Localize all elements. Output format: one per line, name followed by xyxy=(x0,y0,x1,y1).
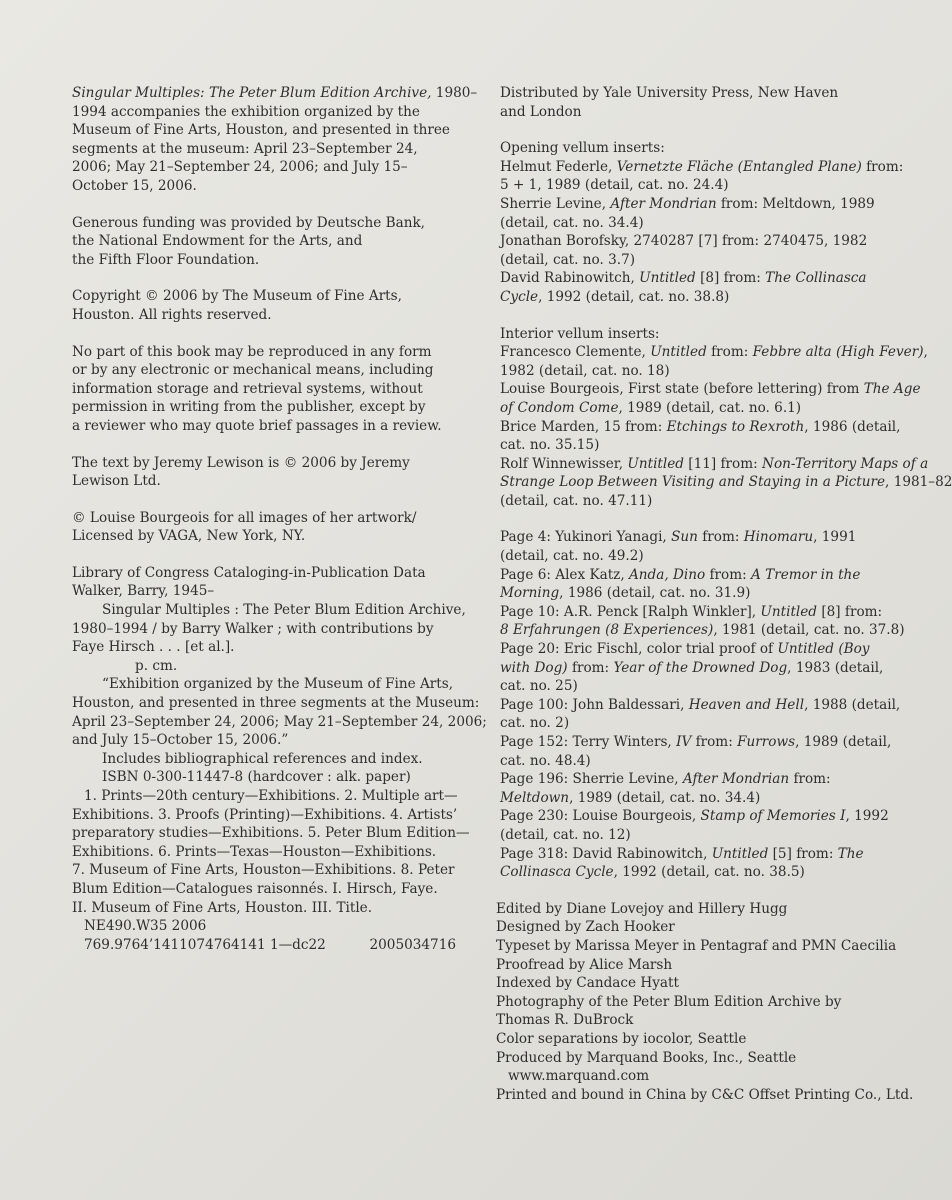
cip-line: p. cm. xyxy=(135,657,178,674)
text-line xyxy=(500,399,885,418)
italic-title: Untitled xyxy=(639,270,696,287)
text-span: , 1992 (detail, cat. no. 38.8) xyxy=(538,288,730,305)
credit-typesetter: Typeset by Marissa Meyer in Pentagraf and PMN Caecilia xyxy=(496,937,897,954)
text-line xyxy=(500,807,889,826)
italic-title: Untitled xyxy=(650,344,707,361)
text-span: from: xyxy=(861,158,904,175)
producer-website: www.marquand.com xyxy=(508,1068,650,1085)
italic-title: Collinasca Cycle xyxy=(500,864,614,881)
italic-title: Untitled xyxy=(627,455,684,472)
credit-producer: Produced by Marquand Books, Inc., Seattle xyxy=(496,1049,797,1066)
text-span: Louise Bourgeois, First state (before lettering) from xyxy=(500,381,864,398)
text-span: Page 100: John Baldessari, xyxy=(500,696,689,713)
text-line xyxy=(500,714,885,733)
text-span: Page 230: Louise Bourgeois, xyxy=(500,808,701,825)
text-span: , 1989 (detail, cat. no. 6.1) xyxy=(618,399,802,416)
text-line xyxy=(500,436,885,455)
right-column xyxy=(496,84,952,1104)
text-line: Copyright © 2006 by The Museum of Fine Arts, xyxy=(72,288,402,305)
cip-lccn: 2005034716 xyxy=(369,936,456,953)
italic-title: Hinomaru xyxy=(743,529,814,546)
text-line: No part of this book may be reproduced in any form xyxy=(72,343,432,360)
text-span: Page 10: A.R. Penck [Ralph Winkler], xyxy=(500,603,761,620)
text-span: from: xyxy=(705,566,752,583)
text-span: cat. no. 2) xyxy=(500,715,570,732)
cip-title: Singular Multiples : The Peter Blum Edition Archive, xyxy=(102,602,466,619)
cip-line: preparatory studies—Exhibitions. 5. Peter Blum Edition— xyxy=(72,825,470,842)
text-span: Rolf Winnewisser, xyxy=(500,455,628,472)
distribution-paragraph xyxy=(500,84,885,121)
text-line xyxy=(500,845,885,864)
italic-title: Vernetzte Fläche (Entangled Plane) xyxy=(616,158,862,175)
left-column xyxy=(72,84,487,954)
cip-data-block xyxy=(72,564,487,954)
italic-title: Untitled xyxy=(711,845,769,862)
italic-title: After Mondrian xyxy=(610,195,717,212)
italic-title: Cycle xyxy=(500,288,539,305)
text-line xyxy=(500,232,885,251)
cip-line: “Exhibition organized by the Museum of Fine Arts, xyxy=(102,676,454,693)
text-line: permission in writing from the publisher, except by xyxy=(72,399,426,416)
text-span: segments at the museum: April 23–September 24, xyxy=(72,140,418,157)
text-line: Licensed by VAGA, New York, NY. xyxy=(72,528,306,545)
text-span: , 1992 xyxy=(845,808,889,825)
text-span: Page 318: David Rabinowitch, xyxy=(500,845,712,862)
cip-dewey: 769.9764’1411074764141 1—dc22 xyxy=(84,936,326,953)
text-span: [11] from: xyxy=(683,455,763,472)
text-line xyxy=(500,752,885,771)
interior-inserts-list xyxy=(500,325,952,511)
text-span: from: xyxy=(567,659,614,676)
text-line xyxy=(500,566,885,585)
text-line xyxy=(500,380,921,399)
text-line xyxy=(500,195,885,214)
text-line xyxy=(500,863,885,882)
text-line xyxy=(500,158,904,177)
text-line xyxy=(72,103,472,122)
credit-editors: Edited by Diane Lovejoy and Hillery Hugg xyxy=(496,900,788,917)
text-span: 1994 accompanies the exhibition organized by the xyxy=(72,103,420,120)
text-span: from: xyxy=(691,734,738,750)
credit-designer: Designed by Zach Hooker xyxy=(496,919,675,936)
text-span: [8] from: xyxy=(695,270,766,287)
text-line: and London xyxy=(500,103,582,120)
italic-title: Stamp of Memories I xyxy=(700,808,846,825)
text-span: Francesco Clemente, xyxy=(500,344,651,361)
italic-title: Anda, Dino xyxy=(628,566,706,583)
italic-title: IV xyxy=(676,734,692,750)
text-span: [5] from: xyxy=(768,845,838,862)
text-line xyxy=(72,121,472,140)
text-line xyxy=(72,84,478,103)
cip-line: II. Museum of Fine Arts, Houston. III. Title. xyxy=(72,899,373,916)
cip-line: Faye Hirsch . . . [et al.]. xyxy=(72,639,235,656)
text-line xyxy=(500,473,952,492)
italic-title: A Tremor in the xyxy=(751,566,861,583)
text-line xyxy=(72,158,472,177)
italic-title: Furrows xyxy=(737,734,796,750)
text-span: Page 6: Alex Katz, xyxy=(500,566,629,583)
text-line xyxy=(500,269,885,288)
text-span: 2006; May 21–September 24, 2006; and July 15– xyxy=(72,159,408,176)
cip-classification-row xyxy=(72,936,456,955)
text-span: , 1989 (detail, xyxy=(795,734,892,750)
text-line xyxy=(500,139,885,158)
cip-line: April 23–September 24, 2006; May 21–September 24, 2006; xyxy=(72,713,487,730)
text-span: , 1991 xyxy=(813,529,857,546)
italic-title: Singular Multiples: The Peter Blum Edition Archive, xyxy=(72,85,432,101)
text-line: a reviewer who may quote brief passages in a review. xyxy=(72,417,442,434)
text-line: the Fifth Floor Foundation. xyxy=(72,251,260,268)
italic-title: Untitled xyxy=(760,603,818,620)
text-span: , 1989 (detail, cat. no. 34.4) xyxy=(569,789,761,806)
cip-heading: Library of Congress Cataloging-in-Publication Data xyxy=(72,564,426,581)
text-line: the National Endowment for the Arts, and xyxy=(72,233,363,250)
text-span: [8] from: xyxy=(817,603,883,620)
text-span: Museum of Fine Arts, Houston, and presented in three xyxy=(72,122,450,139)
text-span: , 1992 (detail, cat. no. 38.5) xyxy=(613,864,805,881)
text-span: David Rabinowitch, xyxy=(500,270,640,287)
cip-call-number: NE490.W35 2006 xyxy=(84,918,207,935)
italic-title: with Dog) xyxy=(500,659,568,676)
cip-line: 7. Museum of Fine Arts, Houston—Exhibitions. 8. Peter xyxy=(72,862,455,879)
credit-photography: Photography of the Peter Blum Edition Archive by xyxy=(496,993,842,1010)
text-span: , 1981 (detail, cat. no. 37.8) xyxy=(713,622,905,639)
text-span: from: xyxy=(789,771,831,788)
text-line xyxy=(72,177,472,196)
italic-title: Strange Loop Between Visiting and Staying in a Picture xyxy=(500,474,886,491)
text-line: information storage and retrieval systems, without xyxy=(72,380,423,397)
italic-title: The xyxy=(837,845,864,862)
text-line xyxy=(500,677,885,696)
funding-paragraph xyxy=(72,214,472,270)
italic-title: Non-Territory Maps of a xyxy=(762,455,929,472)
text-line: Distributed by Yale University Press, New Haven xyxy=(500,85,839,101)
text-span: , 1981–82 xyxy=(885,474,952,491)
text-span: 1980– xyxy=(431,85,478,101)
italic-title: Year of the Drowned Dog xyxy=(613,659,788,676)
text-span: 1982 (detail, cat. no. 18) xyxy=(500,362,670,379)
text-span: from: xyxy=(706,344,753,361)
text-line xyxy=(500,343,928,362)
italic-title: Untitled (Boy xyxy=(777,641,870,658)
italic-title: Morning xyxy=(500,585,560,602)
artwork-copyright-paragraph xyxy=(72,509,472,546)
text-line xyxy=(500,770,885,789)
text-line xyxy=(500,621,905,640)
text-line: The text by Jeremy Lewison is © 2006 by Jeremy xyxy=(72,454,410,471)
text-span: (detail, cat. no. 49.2) xyxy=(500,548,644,565)
page-illustrations-list xyxy=(500,528,905,881)
text-span: Page 4: Yukinori Yanagi, xyxy=(500,529,672,546)
cip-line: Exhibitions. 6. Prints—Texas—Houston—Exhibitions. xyxy=(72,843,437,860)
italic-title: Sun xyxy=(671,529,698,546)
text-line: or by any electronic or mechanical means, including xyxy=(72,362,434,379)
text-line xyxy=(500,547,885,566)
text-line xyxy=(500,288,885,307)
cip-line: Exhibitions. 3. Proofs (Printing)—Exhibitions. 4. Artists’ xyxy=(72,806,458,823)
text-span: , 1986 (detail, cat. no. 31.9) xyxy=(559,585,751,602)
exhibition-paragraph xyxy=(72,84,478,196)
text-span: cat. no. 25) xyxy=(500,678,578,695)
text-line xyxy=(500,362,885,381)
italic-title: After Mondrian xyxy=(682,771,790,788)
text-span: October 15, 2006. xyxy=(72,177,197,194)
opening-inserts-list xyxy=(500,139,904,306)
text-line xyxy=(500,176,885,195)
text-span: , 1988 (detail, xyxy=(804,696,901,713)
text-line xyxy=(72,140,472,159)
text-line xyxy=(500,584,885,603)
text-copyright-paragraph xyxy=(72,454,472,491)
cip-isbn: ISBN 0-300-11447-8 (hardcover : alk. paper) xyxy=(102,769,411,786)
text-line xyxy=(500,640,885,659)
text-line xyxy=(500,603,885,622)
text-line: Houston. All rights reserved. xyxy=(72,306,272,323)
italic-title: Etchings to Rexroth xyxy=(666,418,805,435)
text-line xyxy=(500,455,929,474)
italic-title: The Collinasca xyxy=(765,270,867,287)
italic-title: The Age xyxy=(863,381,921,398)
text-span: cat. no. 48.4) xyxy=(500,752,591,769)
text-span: Page 152: Terry Winters, xyxy=(500,734,677,750)
cip-author: Walker, Barry, 1945– xyxy=(72,583,215,600)
text-line xyxy=(500,696,901,715)
rights-paragraph xyxy=(72,343,472,436)
italic-title: Heaven and Hell xyxy=(688,696,805,713)
cip-line: 1980–1994 / by Barry Walker ; with contributions by xyxy=(72,620,434,637)
cip-line: 1. Prints—20th century—Exhibitions. 2. Multiple art— xyxy=(84,788,458,804)
text-span: (detail, cat. no. 12) xyxy=(500,826,631,843)
text-line xyxy=(500,789,885,808)
text-span: from: Meltdown, 1989 xyxy=(716,195,875,212)
text-line xyxy=(500,325,885,344)
credit-photographer: Thomas R. DuBrock xyxy=(496,1012,634,1029)
text-line xyxy=(500,659,885,678)
text-span: Brice Marden, 15 from: xyxy=(500,418,667,435)
text-line xyxy=(500,733,892,752)
text-span: , xyxy=(923,344,928,361)
italic-title: Febbre alta (High Fever) xyxy=(752,344,924,361)
text-line xyxy=(500,492,885,511)
cip-line: Includes bibliographical references and index. xyxy=(102,750,423,767)
credits-block xyxy=(496,900,914,1105)
text-line: Generous funding was provided by Deutsche Bank, xyxy=(72,214,426,231)
text-line: Lewison Ltd. xyxy=(72,473,161,490)
text-span: Page 196: Sherrie Levine, xyxy=(500,771,683,788)
credit-proofreader: Proofread by Alice Marsh xyxy=(496,956,673,973)
credit-indexer: Indexed by Candace Hyatt xyxy=(496,975,679,992)
copyright-paragraph xyxy=(72,287,472,324)
italic-title: Meltdown xyxy=(500,789,570,806)
text-span: from: xyxy=(697,529,744,546)
text-span: Sherrie Levine, xyxy=(500,195,611,212)
text-span: Jonathan Borofsky, 2740287 [7] from: 2740475, 1982 xyxy=(500,233,868,250)
text-span: Helmut Federle, xyxy=(500,158,617,175)
text-span: Opening vellum inserts: xyxy=(500,140,665,157)
text-line xyxy=(500,418,901,437)
text-span: (detail, cat. no. 34.4) xyxy=(500,214,644,231)
text-span: (detail, cat. no. 3.7) xyxy=(500,251,636,268)
italic-title: of Condom Come xyxy=(500,399,619,416)
cip-line: and July 15–October 15, 2006.” xyxy=(72,732,289,749)
cip-line: Houston, and presented in three segments at the Museum: xyxy=(72,695,480,712)
text-line xyxy=(500,214,885,233)
cip-line: Blum Edition—Catalogues raisonnés. I. Hirsch, Faye. xyxy=(72,880,438,897)
credit-printer: Printed and bound in China by C&C Offset Printing Co., Ltd. xyxy=(496,1086,914,1103)
text-span: , 1986 (detail, xyxy=(804,418,901,435)
text-line: © Louise Bourgeois for all images of her artwork/ xyxy=(72,509,417,526)
text-span: Interior vellum inserts: xyxy=(500,325,660,342)
text-span: (detail, cat. no. 47.11) xyxy=(500,492,653,509)
text-span: Page 20: Eric Fischl, color trial proof of xyxy=(500,641,778,658)
text-span: 5 + 1, 1989 (detail, cat. no. 24.4) xyxy=(500,177,729,194)
text-span: cat. no. 35.15) xyxy=(500,437,600,454)
text-span: , 1983 (detail, xyxy=(787,659,884,676)
italic-title: 8 Erfahrungen (8 Experiences) xyxy=(500,622,714,639)
text-line xyxy=(500,251,885,270)
credit-color-separations: Color separations by iocolor, Seattle xyxy=(496,1030,747,1047)
text-line xyxy=(500,826,885,845)
text-line xyxy=(500,528,885,547)
